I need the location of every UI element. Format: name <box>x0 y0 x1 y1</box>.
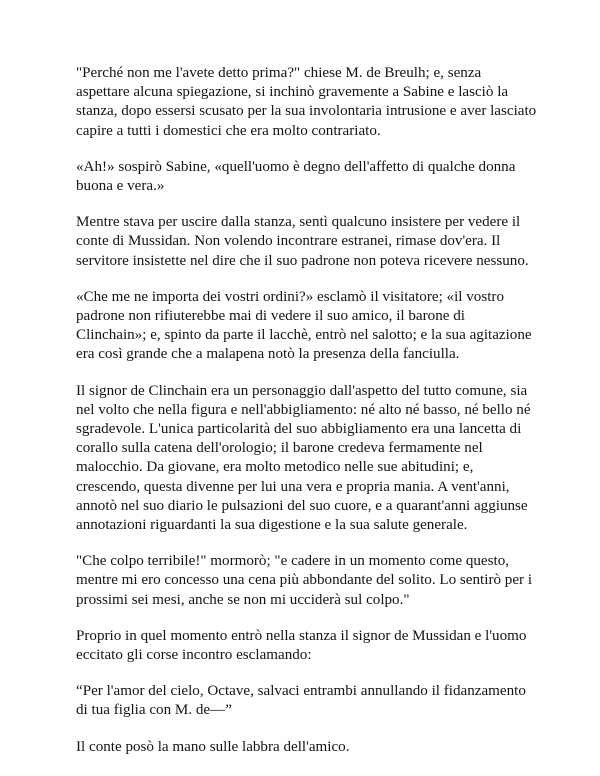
text-line: Proprio in quel momento entrò nella stanza il signor de Mussidan e l'uomo <box>76 627 527 644</box>
text-line: buona e vera.» <box>76 178 165 195</box>
text-line: era così grande che a malapena notò la presenza della fanciulla. <box>76 346 460 363</box>
paragraph-8 <box>76 682 536 720</box>
text-line: Mentre stava per uscire dalla stanza, sentì qualcuno insistere per vedere il <box>76 214 521 231</box>
text-line: Il signor de Clinchain era un personaggio dall'aspetto del tutto comune, sia <box>76 382 528 399</box>
text-line: crescendo, questa divenne per lui una vera e propria mania. A vent'anni, <box>76 478 510 495</box>
paragraph-2 <box>76 158 536 196</box>
text-line: stanza, dopo essersi scusato per la sua involontaria intrusione e aver lasciato <box>76 103 537 120</box>
paragraph-1 <box>76 64 536 141</box>
text-line: aspettare alcuna spiegazione, si inchinò gravemente a Sabine e lasciò la <box>76 84 509 101</box>
text-line: conte di Mussidan. Non volendo incontrare estranei, rimase dov'era. Il <box>76 233 501 250</box>
text-line: «Ah!» sospirò Sabine, «quell'uomo è degno dell'affetto di qualche donna <box>76 158 516 175</box>
text-line: «Che me ne importa dei vostri ordini?» esclamò il visitatore; «il vostro <box>76 288 504 305</box>
paragraph-6 <box>76 552 536 610</box>
text-line: nel volto che nella figura e nell'abbigliamento: né alto né basso, né bello né <box>76 401 531 418</box>
text-line: "Perché non me l'avete detto prima?" chiese M. de Breulh; e, senza <box>76 65 482 81</box>
paragraph-9 <box>76 738 536 757</box>
text-line: di tua figlia con M. de—” <box>76 702 232 719</box>
document-page <box>76 64 536 774</box>
text-line: padrone non rifiuterebbe mai di vedere il suo amico, il barone di <box>76 308 465 325</box>
text-line: sgradevole. L'unica particolarità del suo abbigliamento era una lancetta di <box>76 421 522 438</box>
text-line: corallo sulla catena dell'orologio; il barone credeva fermamente nel <box>76 440 483 457</box>
text-line: Il conte posò la mano sulle labbra dell'amico. <box>76 738 350 755</box>
paragraph-3 <box>76 213 536 271</box>
text-line: “Per l'amor del cielo, Octave, salvaci entrambi annullando il fidanzamento <box>76 683 526 700</box>
text-line: mentre mi ero concesso una cena più abbondante del solito. Lo sentirò per i <box>76 572 533 589</box>
paragraph-7 <box>76 627 536 665</box>
text-line: "Che colpo terribile!" mormorò; "e cadere in un momento come questo, <box>76 553 510 570</box>
text-line: capire a tutti i domestici che era molto contrariato. <box>76 122 381 139</box>
text-line: annotazioni riguardanti la sua digestione e la sua salute generale. <box>76 517 468 534</box>
text-line: prossimi sei mesi, anche se non mi ucciderà sul colpo." <box>76 591 410 608</box>
text-line: Clinchain»; e, spinto da parte il lacchè, entrò nel salotto; e la sua agitazione <box>76 327 532 344</box>
paragraph-5 <box>76 382 536 536</box>
text-line: eccitato gli corse incontro esclamando: <box>76 647 312 664</box>
paragraph-4 <box>76 288 536 365</box>
text-line: annotò nel suo diario le pulsazioni del suo cuore, e a quarant'anni aggiunse <box>76 497 528 514</box>
text-line: malocchio. Da giovane, era molto metodico nelle sue abitudini; e, <box>76 459 474 476</box>
text-line: servitore insistette nel dire che il suo padrone non poteva ricevere nessuno. <box>76 252 529 269</box>
